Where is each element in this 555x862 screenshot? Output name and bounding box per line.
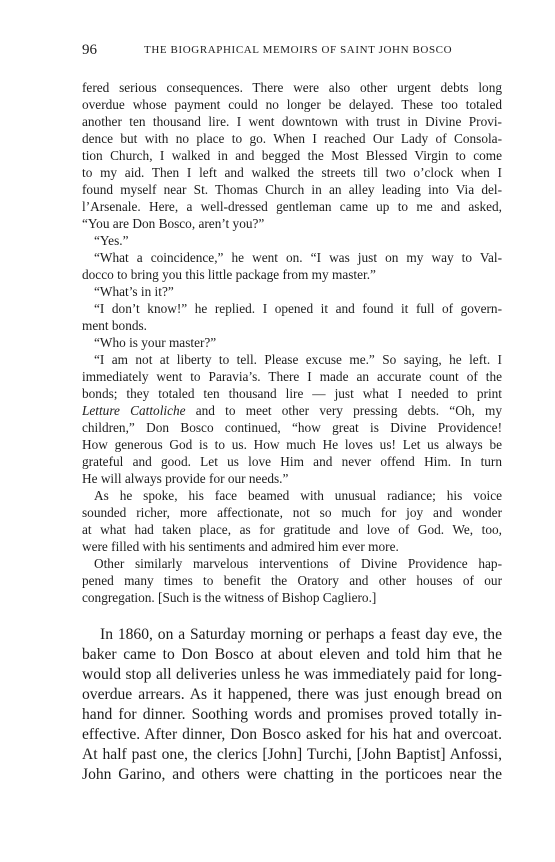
- text-line: ment bonds.: [82, 318, 148, 333]
- text-line: effective. After dinner, Don Bosco asked for his hat and overcoat.: [82, 726, 502, 743]
- text-line: sounded richer, more affectionate, not so much for joy and wonder: [82, 505, 502, 520]
- text-line: “You are Don Bosco, aren’t you?”: [82, 216, 265, 231]
- text-line: fered serious consequences. There were also other urgent debts long: [82, 80, 502, 95]
- text-line: tion Church, I walked in and begged the Most Blessed Virgin to come: [82, 148, 502, 163]
- text-line: children,” Don Bosco continued, “how great is Divine Providence!: [82, 420, 502, 435]
- text-line: l’Arsenale. Here, a well-dressed gentleman came up to me and asked,: [82, 199, 502, 214]
- text-line: How generous God is to us. How much He loves us! Let us always be: [82, 437, 502, 452]
- text-line: bonds; they totaled ten thousand lire — just what I needed to print: [82, 386, 502, 401]
- text-line: John Garino, and others were chatting in the porticoes near the: [82, 766, 502, 783]
- page-number: 96: [82, 42, 97, 58]
- text-line: As he spoke, his face beamed with unusual radiance; his voice: [94, 488, 502, 503]
- text-line: At half past one, the clerics [John] Turchi, [John Baptist] Anfossi,: [82, 746, 502, 763]
- text-line: “Yes.”: [94, 233, 129, 248]
- text-line: to my aid. Then I left and walked the streets till two o’clock when I: [82, 165, 502, 180]
- text-line: [82, 402, 502, 419]
- text-line: immediately went to Paravia’s. There I made an accurate count of the: [82, 369, 502, 384]
- text-line: overdue arrears. As it happened, there was just enough bread on: [82, 686, 502, 703]
- text-line: grateful and good. Let us love Him and never offend Him. In turn: [82, 454, 502, 469]
- text-line: “What’s in it?”: [94, 284, 174, 299]
- text-line: found myself near St. Thomas Church in an alley leading into Via del-: [82, 182, 502, 197]
- text-line: would stop all deliveries unless he was immediately paid for long-: [82, 666, 502, 683]
- text-line: He will always provide for our needs.”: [82, 471, 289, 486]
- text-line: another ten thousand lire. I went downtown with trust in Divine Provi-: [82, 114, 502, 129]
- text-line: Other similarly marvelous interventions of Divine Providence hap-: [94, 556, 502, 571]
- text-line: docco to bring you this little package from my master.”: [82, 267, 376, 282]
- text-line: overdue whose payment could no longer be delayed. These too totaled: [82, 97, 502, 112]
- text-line: at what had taken place, as for gratitude and love of God. We, too,: [82, 522, 502, 537]
- text-span: and to meet other very pressing debts. “Oh, my: [185, 403, 502, 418]
- text-line: were filled with his sentiments and admired him ever more.: [82, 539, 399, 554]
- text-line: “What a coincidence,” he went on. “I was just on my way to Val-: [94, 250, 502, 265]
- text-line: dence but with no place to go. When I reached Our Lady of Consola-: [82, 131, 502, 146]
- text-line: congregation. [Such is the witness of Bishop Cagliero.]: [82, 590, 377, 605]
- text-line: In 1860, on a Saturday morning or perhaps a feast day eve, the: [100, 626, 502, 643]
- text-line: hand for dinner. Soothing words and promises proved totally in-: [82, 706, 502, 723]
- text-line: “I am not at liberty to tell. Please excuse me.” So saying, he left. I: [94, 352, 502, 367]
- running-title: THE BIOGRAPHICAL MEMOIRS OF SAINT JOHN BOSCO: [144, 44, 453, 56]
- italic-title: Letture Cattoliche: [82, 403, 186, 418]
- text-line: “Who is your master?”: [94, 335, 217, 350]
- page-header: [82, 42, 502, 62]
- text-line: pened many times to benefit the Oratory and other houses of our: [82, 573, 502, 588]
- text-line: baker came to Don Bosco at about eleven and told him that he: [82, 646, 502, 663]
- text-line: “I don’t know!” he replied. I opened it and found it full of govern-: [94, 301, 502, 316]
